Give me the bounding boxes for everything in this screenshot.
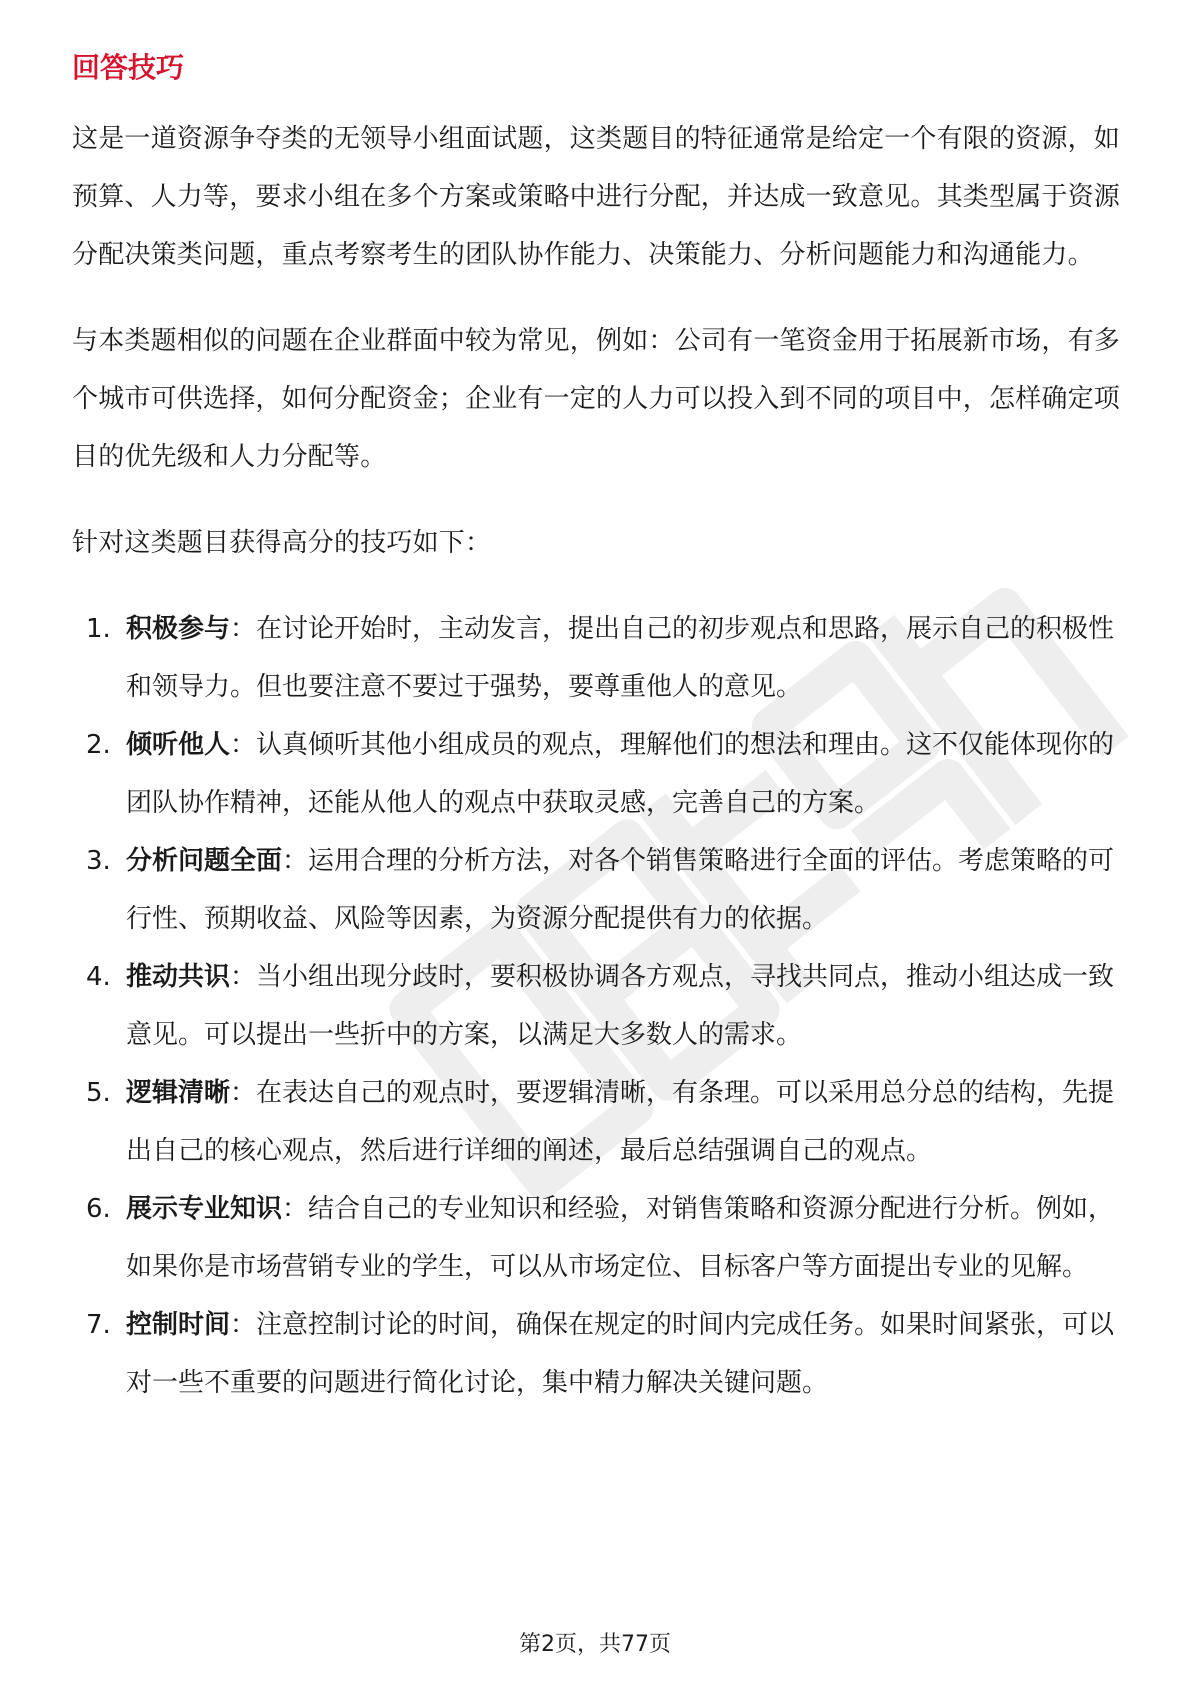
tip-text: ：当小组出现分歧时，要积极协调各方观点，寻找共同点，推动小组达成一致意见。可以提出一些折中的方案，以满足大多数人的需求。 bbox=[126, 962, 1115, 1050]
list-item bbox=[72, 948, 1122, 1064]
list-item bbox=[72, 600, 1122, 716]
paragraph-intro: 这是一道资源争夺类的无领导小组面试题，这类题目的特征通常是给定一个有限的资源，如预算、人力等，要求小组在多个方案或策略中进行分配，并达成一致意见。其类型属于资源分配决策类问题，重点考察考生的团队协作能力、决策能力、分析问题能力和沟通能力。 bbox=[72, 124, 1121, 270]
tip-text: ：运用合理的分析方法，对各个销售策略进行全面的评估。考虑策略的可行性、预期收益、风险等因素，为资源分配提供有力的依据。 bbox=[126, 846, 1115, 934]
tip-term: 分析问题全面 bbox=[126, 846, 283, 876]
list-number: 3. bbox=[86, 846, 111, 876]
tip-text: ：在讨论开始时，主动发言，提出自己的初步观点和思路，展示自己的积极性和领导力。但也要注意不要过于强势，要尊重他人的意见。 bbox=[126, 614, 1115, 702]
list-number: 7. bbox=[86, 1310, 111, 1340]
tips-list bbox=[72, 600, 1122, 1412]
content-area bbox=[72, 48, 1122, 1412]
section-title: 回答技巧 bbox=[72, 51, 185, 84]
list-number: 1. bbox=[86, 614, 111, 644]
tip-text: ：结合自己的专业知识和经验，对销售策略和资源分配进行分析。例如，如果你是市场营销专业的学生，可以从市场定位、目标客户等方面提出专业的见解。 bbox=[126, 1194, 1115, 1282]
list-item bbox=[72, 832, 1122, 948]
tip-text: ：注意控制讨论的时间，确保在规定的时间内完成任务。如果时间紧张，可以对一些不重要的问题进行简化讨论，集中精力解决关键问题。 bbox=[126, 1310, 1115, 1398]
paragraph-lead-in: 针对这类题目获得高分的技巧如下： bbox=[72, 528, 492, 558]
list-item bbox=[72, 716, 1122, 832]
tip-term: 倾听他人 bbox=[126, 730, 231, 760]
paragraph-examples: 与本类题相似的问题在企业群面中较为常见，例如：公司有一笔资金用于拓展新市场，有多个城市可供选择，如何分配资金；企业有一定的人力可以投入到不同的项目中，怎样确定项目的优先级和人力分配等。 bbox=[72, 326, 1121, 472]
list-item bbox=[72, 1180, 1122, 1296]
tip-term: 逻辑清晰 bbox=[126, 1078, 231, 1108]
tip-term: 控制时间 bbox=[126, 1310, 231, 1340]
list-number: 2. bbox=[86, 730, 111, 760]
tip-term: 积极参与 bbox=[126, 614, 231, 644]
tip-term: 推动共识 bbox=[126, 962, 231, 992]
list-item bbox=[72, 1296, 1122, 1412]
list-item bbox=[72, 1064, 1122, 1180]
page-number-footer: 第2页，共77页 bbox=[519, 1632, 671, 1657]
tip-text: ：在表达自己的观点时，要逻辑清晰，有条理。可以采用总分总的结构，先提出自己的核心观点，然后进行详细的阐述，最后总结强调自己的观点。 bbox=[126, 1078, 1115, 1166]
list-number: 5. bbox=[86, 1078, 111, 1108]
tip-text: ：认真倾听其他小组成员的观点，理解他们的想法和理由。这不仅能体现你的团队协作精神，还能从他人的观点中获取灵感，完善自己的方案。 bbox=[126, 730, 1115, 818]
list-number: 6. bbox=[86, 1194, 111, 1224]
list-number: 4. bbox=[86, 962, 111, 992]
tip-term: 展示专业知识 bbox=[126, 1194, 283, 1224]
